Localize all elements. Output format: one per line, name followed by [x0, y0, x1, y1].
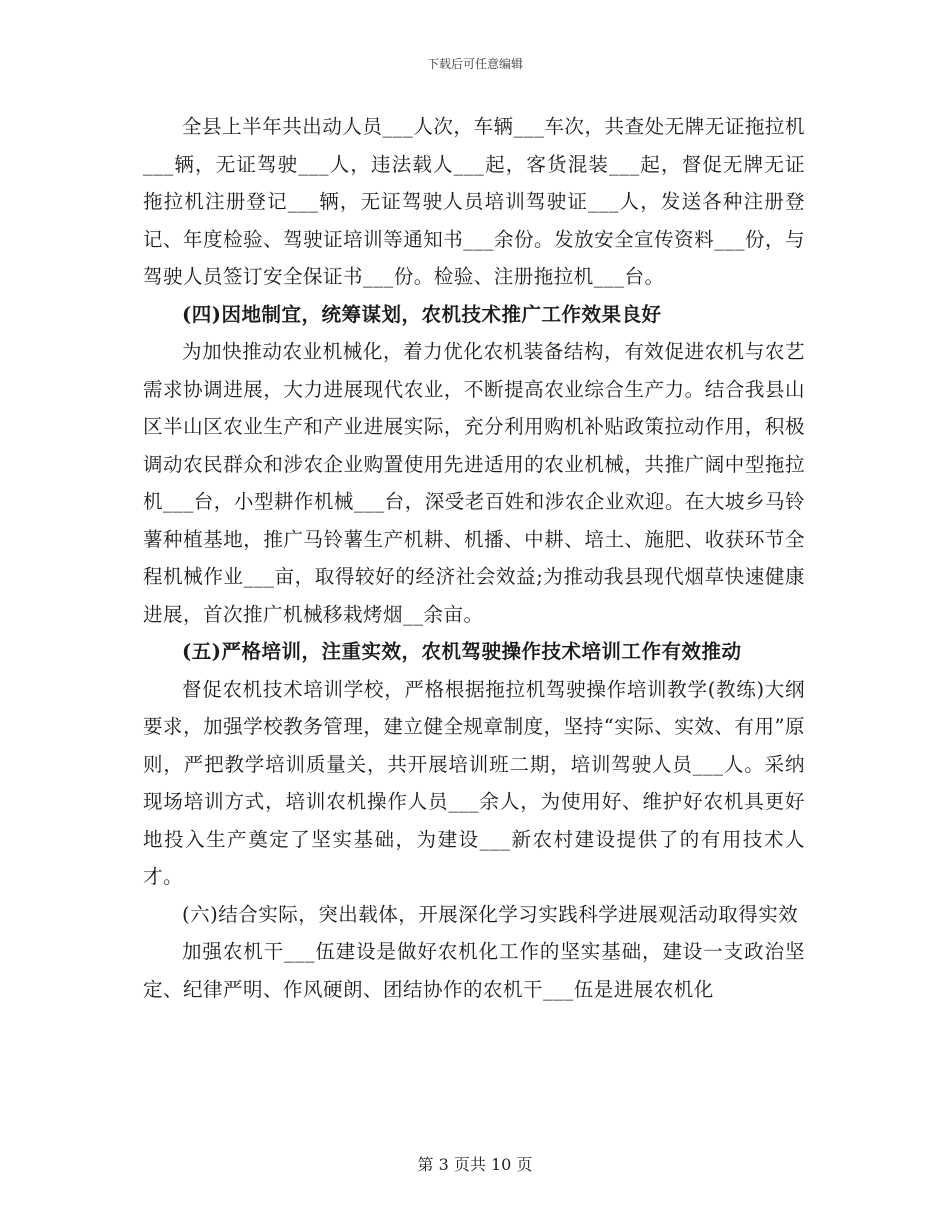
section-heading-4: (四)因地制宜，统筹谋划，农机技术推广工作效果良好	[182, 302, 662, 326]
paragraph-tech-promotion: 为加快推动农业机械化，着力优化农机装备结构，有效促进农机与农艺需求协调进展，大力进展现代农业，不断提高农业综合生产力。结合我县山区半山区农业生产和产业进展实际，充分利用购机补贴政策拉动作用，积极调动农民群众和涉农企业购置使用先进适用的农业机械，共推广阔中型拖拉机___台，小型耕作机械___台，深受老百姓和涉农企业欢迎。在大坡乡马铃薯种植基地，推广马铃薯生产机耕、机播、中耕、培土、施肥、收获环节全程机械作业___亩，取得较好的经济社会效益;为推动我县现代烟草快速健康进展，首次推广机械移栽烤烟__余亩。	[143, 340, 805, 626]
document-body	[143, 108, 805, 1008]
page-footer: 第 3 页共 10 页	[417, 1155, 533, 1174]
page-header: 下载后可任意编辑	[426, 57, 523, 71]
paragraph-statistics: 全县上半年共出动人员___人次，车辆___车次，共查处无牌无证拖拉机___辆，无证驾驶___人，违法载人___起，客货混装___起，督促无牌无证拖拉机注册登记___辆，无证驾驶人员培训驾驶证___人，发送各种注册登记、年度检验、驾驶证培训等通知书___余份。发放安全宣传资料___份，与驾驶人员签订安全保证书___份。检验、注册拖拉机___台。	[143, 115, 805, 288]
paragraph-team-building: 加强农机干___伍建设是做好农机化工作的坚实基础，建设一支政治坚定、纪律严明、作风硬朗、团结协作的农机干___伍是进展农机化	[143, 940, 805, 1001]
section-heading-5: (五)严格培训，注重实效，农机驾驶操作技术培训工作有效推动	[182, 640, 742, 663]
section-heading-6: (六)结合实际，突出载体，开展深化学习实践科学进展观活动取得实效	[182, 902, 799, 926]
paragraph-training: 督促农机技术培训学校，严格根据拖拉机驾驶操作培训教学(教练)大纲要求，加强学校教务管理，建立健全规章制度，坚持“实际、实效、有用”原则，严把教学培训质量关，共开展培训班二期，培训驾驶人员___人。采纳现场培训方式，培训农机操作人员___余人，为使用好、维护好农机具更好地投入生产奠定了坚实基础，为建设___新农村建设提供了的有用技术人才。	[143, 677, 805, 888]
